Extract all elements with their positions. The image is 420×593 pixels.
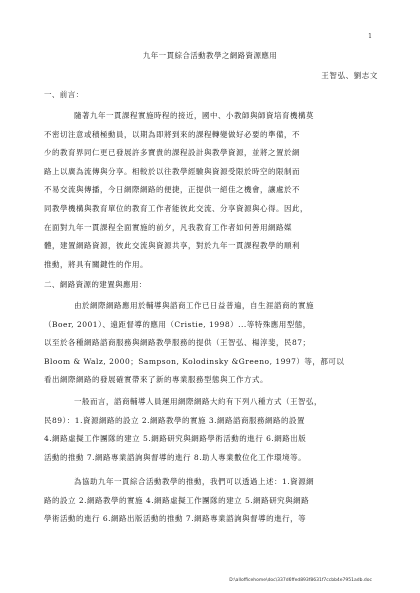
paragraph-network-applications [44, 297, 380, 390]
text-line: 體，建置網路資源，彼此交流與資源共享，對於九年一貫課程教學的順利 [44, 241, 300, 251]
text-line: 4.網路虛擬工作團隊的建立 5.網路研究與網路學術活動的進行 6.網路出版 [44, 434, 307, 444]
text-line: 同教學機構與教育單位的教育工作者能彼此交流、分享資源與心得。因此， [44, 203, 308, 213]
footer-file-path: D:\allofficehome\doc\337d6ffed893f8631f7ccbb4e7951adb.doc [229, 578, 372, 583]
text-line: 一般而言，諮商輔導人員運用網際網路大約有下列八種方式（王智弘， [74, 397, 322, 406]
paragraph-eight-methods [44, 393, 380, 467]
text-line: （Boer, 2001）、遠距督導的應用（Cristie, 1998）...等特殊應用型態， [44, 319, 311, 329]
text-line: 由於網際網路應用於輔導與諮商工作已日益普遍，自生涯諮商的實施 [74, 301, 314, 310]
text-line: 不密切注意或積極動員，以期為即將到來的課程轉變做好必要的準備，不 [44, 129, 300, 139]
text-line: 以至於各種網路諮商服務與網路教學服務的提供（王智弘、楊淳斐，民87； [44, 338, 311, 348]
text-line: 路上以廣為流傳與分享。相較於以往教學經驗與資源受限於時空的限制而 [44, 166, 300, 176]
text-line: 看出網際網路的發展確實帶來了新的專業服務型態與工作方式。 [44, 375, 268, 385]
text-line: 為協助九年一貫綜合活動教學的推動，我們可以透過上述：1.資源網 [74, 477, 315, 486]
text-line: Bloom & Walz, 2000；Sampson, Kolodinsky &Greeno, 1997）等，都可以 [44, 356, 345, 366]
text-line: 民89）：1.資源網路的設立 2.網路教學的實施 3.網路諮商服務網路的設置 [44, 415, 306, 425]
section-heading-network-resources: 二、網路資源的建置與應用： [44, 280, 147, 289]
text-line: 推動，將具有關鍵性的作用。 [44, 259, 148, 269]
text-line: 不易交流與傳播，今日網際網路的便捷，正提供一絕佳之機會，讓處於不 [44, 185, 300, 195]
paragraph-introduction [44, 107, 380, 274]
text-line: 路的設立 2.網路教學的實施 4.網路虛擬工作團隊的建立 5.網路研究與網路 [44, 495, 310, 505]
page-number: 1 [368, 33, 372, 40]
text-line: 隨著九年一貫課程實施時程的接近，國中、小教師與師資培育機構莫 [74, 111, 314, 120]
section-heading-introduction: 一、前言： [44, 90, 84, 99]
text-line: 在面對九年一貫課程全面實施的前夕，凡我教育工作者如何善用網路媒 [44, 222, 292, 232]
text-line: 少的教育界同仁更已發展許多寶貴的課程設計與教學資源，並將之置於網 [44, 148, 300, 158]
authors: 王智弘、劉志文 [321, 71, 378, 80]
paragraph-assist-teaching [44, 473, 380, 529]
text-line: 學術活動的進行 6.網路出版活動的推動 7.網路專業諮詢與督導的進行，等 [44, 514, 307, 524]
document-title: 九年一貫綜合活動教學之網路資源應用 [142, 51, 278, 60]
text-line: 活動的推動 7.網路專業諮詢與督導的進行 8.助人專業數位化工作環境等。 [44, 452, 307, 462]
